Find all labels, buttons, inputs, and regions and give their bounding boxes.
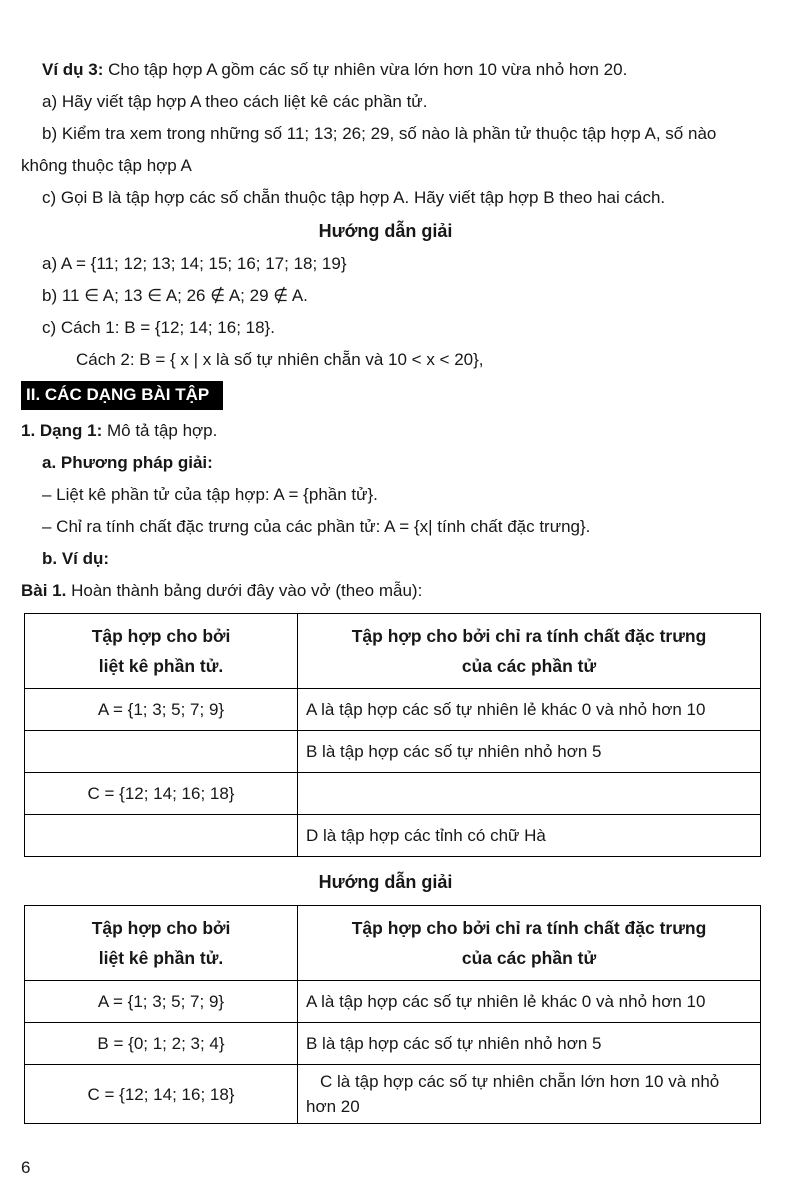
exercise-table (24, 613, 761, 857)
exercise-table-cell-set-d-empty (25, 815, 298, 857)
example3-solution-c2: Cách 2: B = { x | x là số tự nhiên chẵn và 10 < x < 20}, (76, 350, 484, 369)
example3-solution-a: a) A = {11; 12; 13; 14; 15; 16; 17; 18; 19} (42, 254, 347, 273)
header-col1-line2: liệt kê phần tử. (98, 948, 224, 968)
table-header-row (25, 614, 761, 689)
solution-table-cell-desc-a: A là tập hợp các số tự nhiên lẻ khác 0 và nhỏ hơn 10 (298, 981, 761, 1023)
solution-table-cell-desc-b: B là tập hợp các số tự nhiên nhỏ hơn 5 (298, 1023, 761, 1065)
example3-solution-b: b) 11 ∈ A; 13 ∈ A; 26 ∉ A; 29 ∉ A. (42, 286, 308, 305)
exercise-table-header-col2 (298, 614, 761, 689)
header-col2-line2: của các phần tử (461, 656, 597, 676)
section2-bar-row (21, 376, 750, 415)
header-col2-line1: Tập hợp cho bởi chỉ ra tính chất đặc trưng (351, 626, 707, 646)
example3-solution-c1: c) Cách 1: B = {12; 14; 16; 18}. (42, 318, 275, 337)
example3-intro-label: Ví dụ 3: (42, 60, 104, 79)
solution-table-cell-set-a: A = {1; 3; 5; 7; 9} (25, 981, 298, 1023)
header-col1-line1: Tập hợp cho bởi (91, 918, 231, 938)
exercise-table-cell-desc-d: D là tập hợp các tỉnh có chữ Hà (298, 815, 761, 857)
table-header-row (25, 906, 761, 981)
table-row (25, 815, 761, 857)
example3-item-b: b) Kiểm tra xem trong những số 11; 13; 26; 29, số nào là phần tử thuộc tập hợp A, số nào không thuộc tập hợp A (21, 124, 717, 175)
table-row (25, 689, 761, 731)
dang1-text: Mô tả tập hợp. (106, 421, 218, 440)
exercise-table-cell-set-b-empty (25, 731, 298, 773)
exercise-table-cell-desc-c-empty (298, 773, 761, 815)
exercise-table-cell-set-c: C = {12; 14; 16; 18} (25, 773, 298, 815)
example3-item-c: c) Gọi B là tập hợp các số chẵn thuộc tập hợp A. Hãy viết tập hợp B theo hai cách. (42, 188, 666, 207)
bai1-text: Hoàn thành bảng dưới đây vào vở (theo mẫu): (71, 581, 423, 600)
example3-item-a: a) Hãy viết tập hợp A theo cách liệt kê các phần tử. (42, 92, 428, 111)
header-col2-line2: của các phần tử (461, 948, 597, 968)
header-col1-line2: liệt kê phần tử. (98, 656, 224, 676)
table-row (25, 981, 761, 1023)
method-heading: a. Phương pháp giải: (42, 453, 213, 472)
solution-table-header-col2 (298, 906, 761, 981)
section2-title: II. CÁC DẠNG BÀI TẬP (21, 381, 223, 410)
exercise-table-cell-desc-b: B là tập hợp các số tự nhiên nhỏ hơn 5 (298, 731, 761, 773)
exercise-table-cell-desc-a: A là tập hợp các số tự nhiên lẻ khác 0 và nhỏ hơn 10 (298, 689, 761, 731)
table-row (25, 1065, 761, 1124)
bai1-label: Bài 1. (21, 581, 67, 600)
table-row (25, 773, 761, 815)
solution-heading-1: Hướng dẫn giải (318, 221, 453, 241)
method-line-2: – Chỉ ra tính chất đặc trưng của các phần tử: A = {x| tính chất đặc trưng}. (42, 517, 591, 536)
example3-intro-text: Cho tập hợp A gồm các số tự nhiên vừa lớn hơn 10 vừa nhỏ hơn 20. (108, 60, 628, 79)
table-row (25, 1023, 761, 1065)
dang1-label: 1. Dạng 1: (21, 421, 103, 440)
example-heading: b. Ví dụ: (42, 549, 110, 568)
solution-table-header-col1 (25, 906, 298, 981)
dang1-line (21, 415, 750, 447)
bai1-line (21, 575, 750, 607)
method-line-1: – Liệt kê phần tử của tập hợp: A = {phần tử}. (42, 485, 378, 504)
header-col2-line1: Tập hợp cho bởi chỉ ra tính chất đặc trưng (351, 918, 707, 938)
exercise-table-cell-set-a: A = {1; 3; 5; 7; 9} (25, 689, 298, 731)
solution-table-cell-set-c: C = {12; 14; 16; 18} (25, 1065, 298, 1124)
solution-table-cell-set-b: B = {0; 1; 2; 3; 4} (25, 1023, 298, 1065)
page-number: 6 (21, 1158, 31, 1177)
solution-heading-2: Hướng dẫn giải (318, 872, 453, 892)
solution-table-cell-desc-c: C là tập hợp các số tự nhiên chẵn lớn hơn 10 và nhỏ hơn 20 (298, 1065, 761, 1124)
example3-intro (21, 54, 750, 86)
table-row (25, 731, 761, 773)
exercise-table-header-col1 (25, 614, 298, 689)
header-col1-line1: Tập hợp cho bởi (91, 626, 231, 646)
solution-table (24, 905, 761, 1124)
